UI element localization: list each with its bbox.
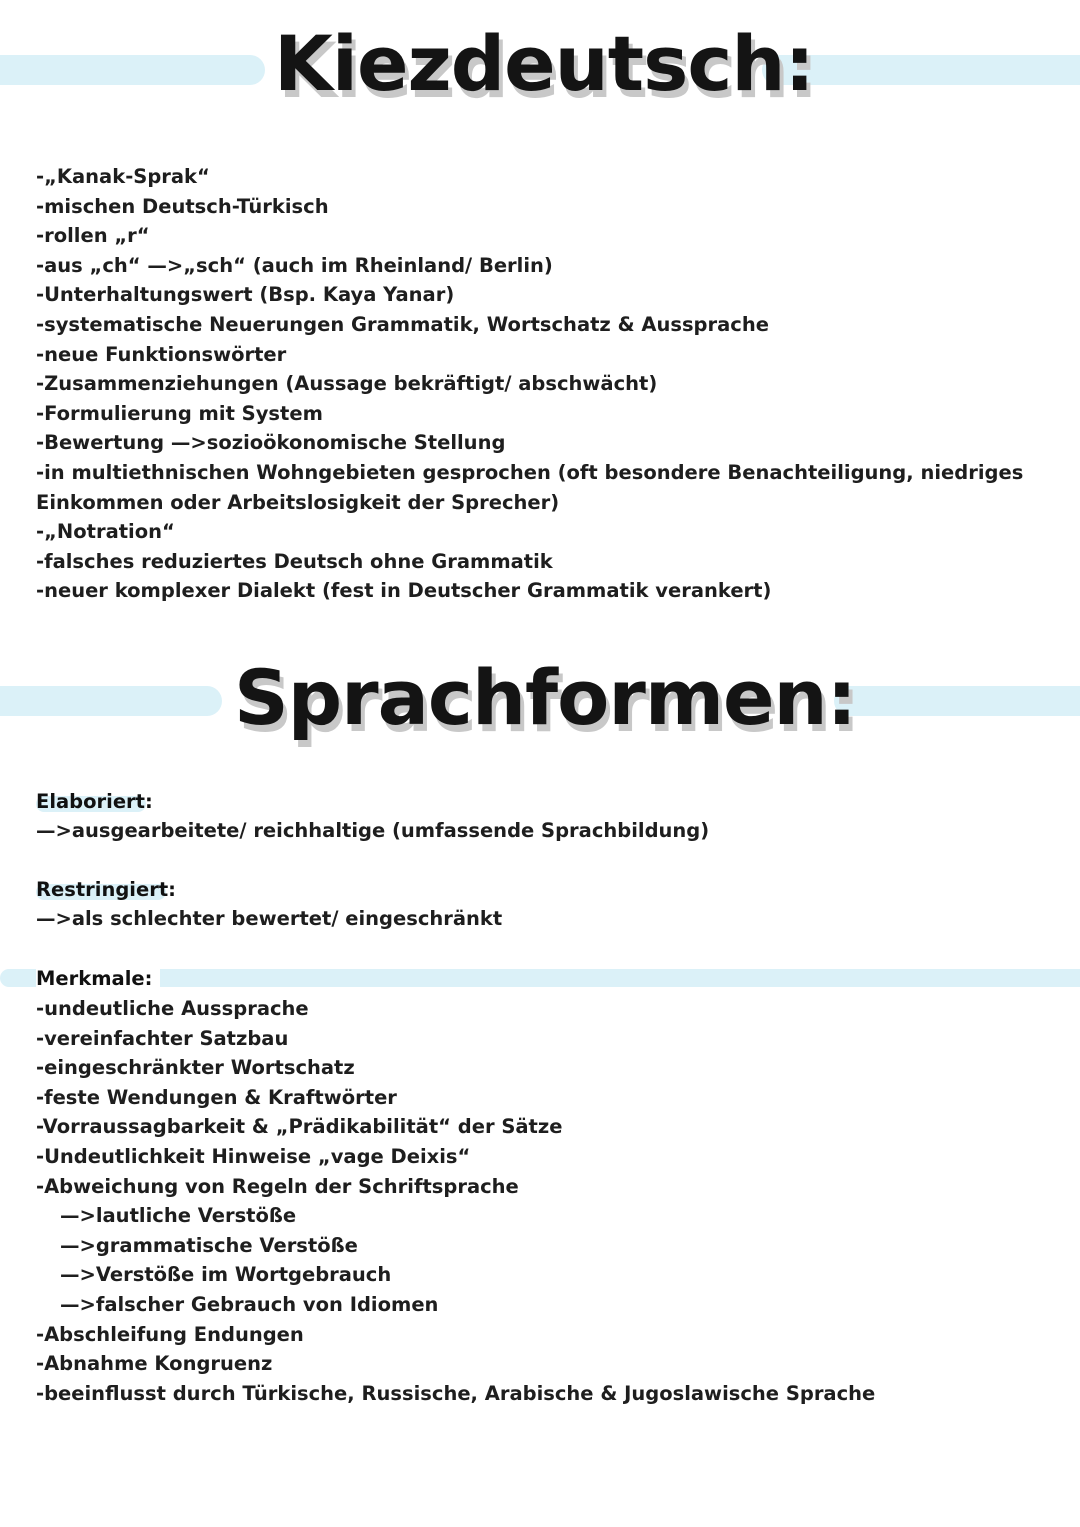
- title-band-right-2: [834, 686, 1080, 716]
- list-item: -undeutliche Aussprache: [36, 997, 309, 1020]
- list-item: -falsches reduziertes Deutsch ohne Grammatik: [36, 549, 553, 573]
- list-item: -beeinflusst durch Türkische, Russische, Arabische & Jugoslawische Sprache: [36, 1381, 876, 1405]
- list-item: -Bewertung —>sozioökonomische Stellung: [36, 431, 506, 455]
- list-item: -neue Funktionswörter: [36, 342, 287, 366]
- label-elaboriert: [36, 787, 153, 817]
- title-band-left: [0, 55, 265, 85]
- list-item: -„Notration“: [36, 520, 175, 544]
- title-band-left-2: [0, 686, 222, 716]
- page-title-kiezdeutsch: Kiezdeutsch:: [274, 19, 814, 108]
- list-item: -eingeschränkter Wortschatz: [36, 1056, 355, 1080]
- list-item: -Abnahme Kongruenz: [36, 1352, 273, 1376]
- list-item: —>falscher Gebrauch von Idiomen: [60, 1292, 439, 1316]
- label-merkmale: [36, 964, 160, 994]
- label-text: Merkmale:: [36, 967, 153, 990]
- list-item: -Zusammenziehungen (Aussage bekräftigt/ abschwächt): [36, 372, 658, 396]
- label-restringiert: [36, 875, 176, 905]
- merkmale-band: [0, 969, 1080, 987]
- list-item: -Vorraussagbarkeit & „Prädikabilität“ der Sätze: [36, 1115, 563, 1139]
- list-item: -in multiethnischen Wohngebieten gesprochen (oft besondere Benachteiligung, niedriges Einkommen oder Arbeitslosigkeit der Sprecher): [36, 460, 1024, 514]
- list-item: -systematische Neuerungen Grammatik, Wortschatz & Aussprache: [36, 312, 769, 336]
- list-item: -Undeutlichkeit Hinweise „vage Deixis“: [36, 1144, 471, 1168]
- list-item: —>Verstöße im Wortgebrauch: [60, 1263, 392, 1287]
- list-item: -vereinfachter Satzbau: [36, 1026, 289, 1050]
- list-item: -neuer komplexer Dialekt (fest in Deutscher Grammatik verankert): [36, 579, 772, 603]
- section-title-sprachformen: Sprachformen:: [234, 653, 857, 742]
- list-item: -Abweichung von Regeln der Schriftsprache: [36, 1174, 519, 1198]
- kiezdeutsch-list: [36, 162, 1036, 606]
- list-item: -feste Wendungen & Kraftwörter: [36, 1085, 397, 1109]
- merkmale-list: [36, 994, 875, 1408]
- list-item: -Formulierung mit System: [36, 401, 323, 425]
- list-item: —>lautliche Verstöße: [60, 1204, 297, 1228]
- list-item: -rollen „r“: [36, 224, 150, 248]
- label-text: Elaboriert:: [36, 790, 153, 813]
- list-item: —>grammatische Verstöße: [60, 1233, 358, 1257]
- label-text: Restringiert:: [36, 878, 176, 901]
- restringiert-text: —>als schlechter bewertet/ eingeschränkt: [36, 907, 503, 930]
- list-item: -mischen Deutsch-Türkisch: [36, 194, 329, 218]
- list-item: -aus „ch“ —>„sch“ (auch im Rheinland/ Berlin): [36, 253, 553, 277]
- list-item: -„Kanak-Sprak“: [36, 165, 210, 188]
- list-item: -Unterhaltungswert (Bsp. Kaya Yanar): [36, 283, 455, 307]
- list-item: -Abschleifung Endungen: [36, 1322, 304, 1346]
- elaboriert-text: —>ausgearbeitete/ reichhaltige (umfassende Sprachbildung): [36, 819, 710, 842]
